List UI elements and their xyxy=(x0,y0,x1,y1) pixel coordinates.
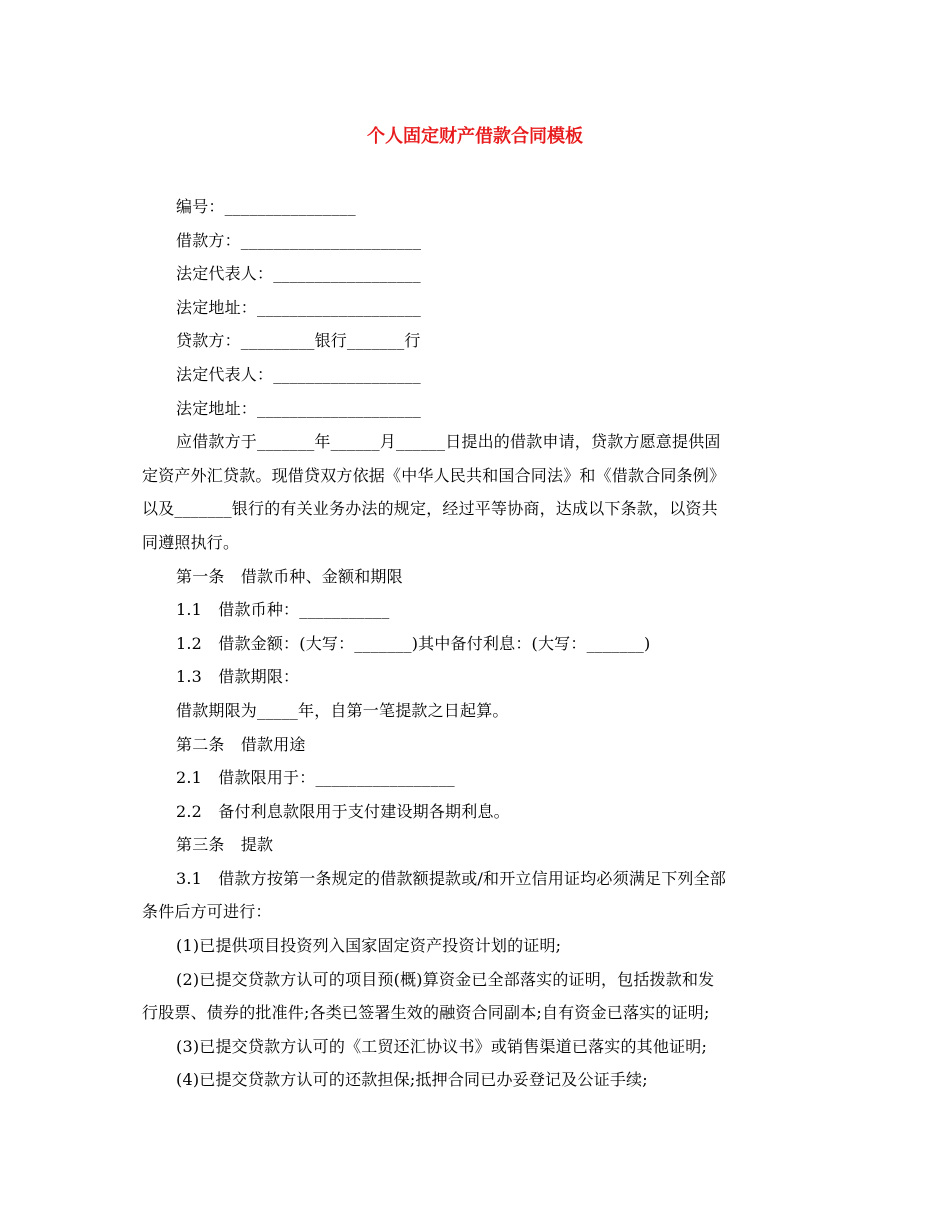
condition-2-line-1: (2)已提交贷款方认可的项目预(概)算资金已全部落实的证明，包括拨款和发 xyxy=(176,969,715,989)
clause-2-1: 2.1 借款限用于：_________________ xyxy=(176,768,455,788)
field-borrower-address: 法定地址：____________________ xyxy=(176,297,422,317)
field-lender: 贷款方：_________银行_______行 xyxy=(176,331,421,351)
clause-1-1: 1.1 借款币种：___________ xyxy=(176,600,390,620)
field-borrower-legal-rep: 法定代表人：__________________ xyxy=(176,264,421,284)
clause-3-1-line-2: 条件后方可进行： xyxy=(142,902,272,922)
clause-1-2: 1.2 借款金额：(大写：_______)其中备付利息：(大写：_______) xyxy=(176,633,651,653)
condition-3: (3)已提交贷款方认可的《工贸还汇协议书》或销售渠道已落实的其他证明; xyxy=(176,1036,708,1056)
article-2-heading: 第二条 借款用途 xyxy=(176,734,306,754)
clause-1-3-text: 借款期限为_____年，自第一笔提款之日起算。 xyxy=(176,700,509,720)
intro-line-3: 以及_______银行的有关业务办法的规定，经过平等协商，达成以下条款，以资共 xyxy=(142,499,718,519)
field-lender-legal-rep: 法定代表人：__________________ xyxy=(176,364,421,384)
intro-line-2: 定资产外汇贷款。现借贷双方依据《中华人民共和国合同法》和《借款合同条例》 xyxy=(142,465,726,485)
field-lender-address: 法定地址：____________________ xyxy=(176,398,422,418)
condition-1: (1)已提供项目投资列入国家固定资产投资计划的证明; xyxy=(176,936,562,956)
document-body xyxy=(142,190,816,1097)
article-1-heading: 第一条 借款币种、金额和期限 xyxy=(176,566,403,586)
document-title: 个人固定财产借款合同模板 xyxy=(367,126,583,147)
field-contract-number: 编号：________________ xyxy=(176,197,356,216)
condition-4: (4)已提交贷款方认可的还款担保;抵押合同已办妥登记及公证手续; xyxy=(176,1070,648,1090)
clause-1-3: 1.3 借款期限： xyxy=(176,667,300,687)
article-3-heading: 第三条 提款 xyxy=(176,835,274,855)
field-borrower: 借款方：______________________ xyxy=(176,230,422,250)
intro-line-1: 应借款方于_______年______月______日提出的借款申请，贷款方愿意提供固 xyxy=(176,432,721,452)
intro-line-4: 同遵照执行。 xyxy=(142,532,240,552)
clause-3-1-line-1: 3.1 借款方按第一条规定的借款额提款或/和开立信用证均必须满足下列全部 xyxy=(176,868,727,888)
clause-2-2: 2.2 备付利息款限用于支付建设期各期利息。 xyxy=(176,801,510,821)
condition-2-line-2: 行股票、债券的批准件;各类已签署生效的融资合同副本;自有资金已落实的证明; xyxy=(142,1003,710,1023)
